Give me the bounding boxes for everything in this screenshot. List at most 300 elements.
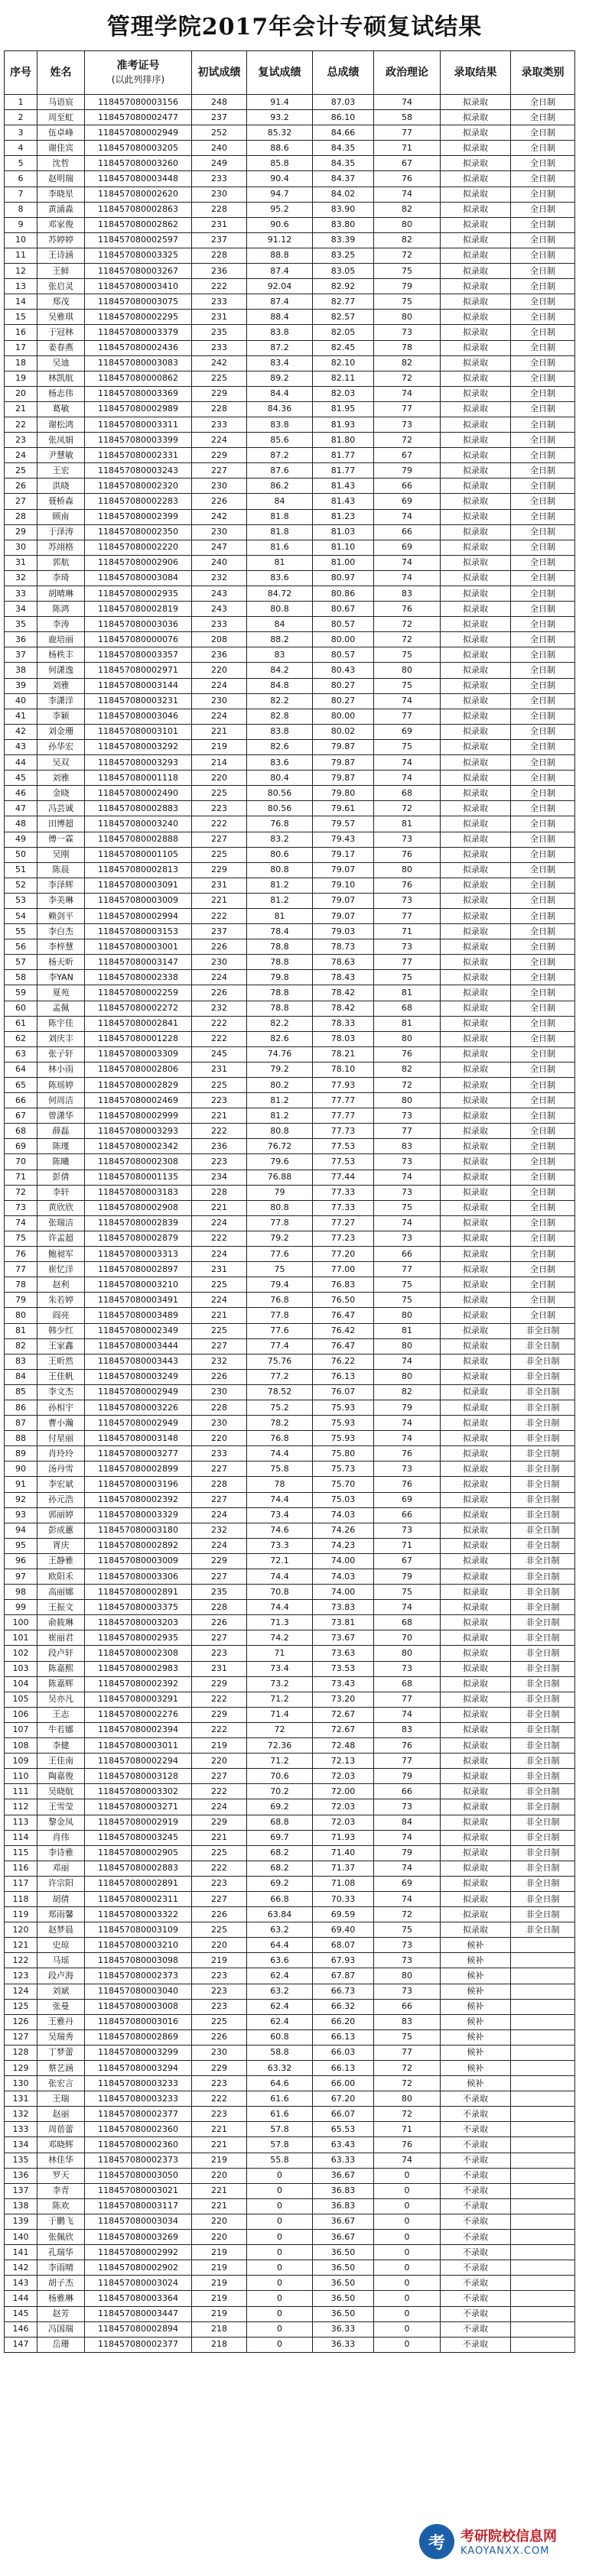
cell-admission-type <box>511 2045 575 2060</box>
cell-exam-id: 118457080003009 <box>85 893 192 908</box>
cell-admission-type: 全日制 <box>511 217 575 232</box>
cell-total-score: 66.13 <box>313 2029 374 2045</box>
cell-politics-score: 74 <box>374 1891 441 1906</box>
cell-no: 14 <box>5 294 37 310</box>
cell-name: 周蓓蕾 <box>37 2122 85 2137</box>
table-row <box>5 386 575 401</box>
cell-politics-score: 74 <box>374 1416 441 1431</box>
cell-admission-result: 拟录取 <box>441 1262 511 1277</box>
cell-retest-score: 84.2 <box>247 663 313 678</box>
cell-initial-score: 237 <box>192 110 247 125</box>
cell-admission-result: 拟录取 <box>441 693 511 709</box>
cell-retest-score: 70.2 <box>247 1784 313 1799</box>
cell-exam-id: 118457080002949 <box>85 125 192 141</box>
cell-name: 李诗雅 <box>37 1845 85 1861</box>
cell-initial-score: 228 <box>192 1185 247 1200</box>
cell-total-score: 69.40 <box>313 1922 374 1938</box>
cell-admission-type: 全日制 <box>511 878 575 893</box>
cell-retest-score: 81 <box>247 555 313 570</box>
cell-total-score: 78.63 <box>313 955 374 970</box>
cell-total-score: 78.33 <box>313 1016 374 1031</box>
cell-no: 123 <box>5 1968 37 1984</box>
table-row <box>5 586 575 602</box>
cell-admission-type: 全日制 <box>511 310 575 325</box>
cell-retest-score: 73.2 <box>247 1676 313 1692</box>
cell-politics-score: 79 <box>374 1845 441 1861</box>
table-row <box>5 156 575 171</box>
cell-politics-score: 67 <box>374 156 441 171</box>
cell-retest-score: 57.8 <box>247 2137 313 2153</box>
cell-initial-score: 223 <box>192 1154 247 1170</box>
cell-admission-result: 拟录取 <box>441 832 511 847</box>
cell-exam-id: 118457080003267 <box>85 264 192 279</box>
cell-retest-score: 63.6 <box>247 1953 313 1968</box>
cell-total-score: 81.77 <box>313 448 374 463</box>
cell-admission-result: 拟录取 <box>441 1661 511 1676</box>
cell-admission-type: 全日制 <box>511 433 575 448</box>
cell-admission-result: 拟录取 <box>441 862 511 878</box>
cell-admission-type: 非全日制 <box>511 1891 575 1906</box>
cell-initial-score: 225 <box>192 1078 247 1093</box>
cell-total-score: 77.93 <box>313 1078 374 1093</box>
cell-admission-type: 非全日制 <box>511 1431 575 1446</box>
cell-no: 47 <box>5 801 37 816</box>
cell-admission-type: 全日制 <box>511 832 575 847</box>
cell-initial-score: 228 <box>192 202 247 217</box>
cell-admission-result: 拟录取 <box>441 125 511 141</box>
table-row <box>5 862 575 878</box>
cell-politics-score: 74 <box>374 509 441 524</box>
cell-retest-score: 64.6 <box>247 2076 313 2091</box>
cell-name: 谢松鸿 <box>37 417 85 432</box>
cell-admission-type: 全日制 <box>511 479 575 494</box>
cell-retest-score: 62.4 <box>247 1968 313 1984</box>
cell-admission-result: 拟录取 <box>441 1046 511 1062</box>
cell-admission-result: 拟录取 <box>441 1676 511 1692</box>
cell-no: 53 <box>5 893 37 908</box>
cell-admission-result: 不录取 <box>441 2107 511 2122</box>
cell-no: 147 <box>5 2337 37 2352</box>
cell-name: 陈晨 <box>37 862 85 878</box>
cell-politics-score: 74 <box>374 1707 441 1722</box>
cell-admission-type <box>511 2230 575 2245</box>
cell-no: 74 <box>5 1215 37 1231</box>
cell-initial-score: 229 <box>192 1553 247 1569</box>
cell-no: 124 <box>5 1984 37 1999</box>
cell-total-score: 81.80 <box>313 433 374 448</box>
cell-no: 39 <box>5 678 37 693</box>
cell-admission-result: 拟录取 <box>441 570 511 586</box>
cell-no: 16 <box>5 325 37 340</box>
cell-politics-score: 0 <box>374 2245 441 2260</box>
cell-exam-id: 118457080002308 <box>85 1154 192 1170</box>
cell-exam-id: 118457080002813 <box>85 862 192 878</box>
cell-exam-id: 118457080003293 <box>85 755 192 771</box>
cell-no: 3 <box>5 125 37 141</box>
cell-politics-score: 81 <box>374 1016 441 1031</box>
cell-admission-type: 非全日制 <box>511 1754 575 1769</box>
cell-retest-score: 95.2 <box>247 202 313 217</box>
cell-name: 吴刚 <box>37 847 85 862</box>
cell-retest-score: 71 <box>247 1646 313 1661</box>
cell-exam-id: 118457080003009 <box>85 1553 192 1569</box>
cell-retest-score: 80.56 <box>247 786 313 801</box>
cell-exam-id: 118457080002879 <box>85 1231 192 1246</box>
cell-retest-score: 74.4 <box>247 1492 313 1507</box>
cell-initial-score: 232 <box>192 1354 247 1369</box>
cell-admission-result: 拟录取 <box>441 202 511 217</box>
cell-admission-type: 全日制 <box>511 1031 575 1046</box>
cell-initial-score: 235 <box>192 1585 247 1600</box>
cell-total-score: 80.97 <box>313 570 374 586</box>
cell-retest-score: 75 <box>247 1262 313 1277</box>
table-row <box>5 1830 575 1845</box>
cell-no: 80 <box>5 1308 37 1323</box>
cell-admission-result: 拟录取 <box>441 709 511 724</box>
cell-politics-score: 73 <box>374 832 441 847</box>
cell-total-score: 36.33 <box>313 2337 374 2352</box>
table-row <box>5 755 575 771</box>
cell-no: 26 <box>5 479 37 494</box>
table-row <box>5 1323 575 1338</box>
cell-name: 李美琳 <box>37 893 85 908</box>
table-row <box>5 1815 575 1830</box>
cell-name: 俞筱琳 <box>37 1615 85 1630</box>
cell-retest-score: 77.6 <box>247 1323 313 1338</box>
cell-politics-score: 76 <box>374 1446 441 1462</box>
cell-name: 欧阳禾 <box>37 1569 85 1585</box>
header-retest: 复试成绩 <box>247 51 313 95</box>
table-row <box>5 1538 575 1553</box>
cell-admission-type: 非全日制 <box>511 1462 575 1477</box>
cell-initial-score: 223 <box>192 1968 247 1984</box>
cell-name: 杨雅琳 <box>37 2291 85 2306</box>
table-row <box>5 1062 575 1077</box>
cell-admission-result: 不录取 <box>441 2153 511 2168</box>
cell-admission-result: 拟录取 <box>441 494 511 509</box>
cell-politics-score: 73 <box>374 1523 441 1538</box>
table-row <box>5 494 575 509</box>
cell-admission-result: 不录取 <box>441 2276 511 2291</box>
cell-no: 95 <box>5 1538 37 1553</box>
cell-no: 94 <box>5 1523 37 1538</box>
cell-retest-score: 80.8 <box>247 602 313 617</box>
cell-no: 102 <box>5 1646 37 1661</box>
cell-exam-id: 118457080003271 <box>85 1799 192 1815</box>
cell-exam-id: 118457080003329 <box>85 1507 192 1523</box>
table-row <box>5 632 575 647</box>
cell-admission-result: 拟录取 <box>441 417 511 432</box>
cell-admission-result: 拟录取 <box>441 279 511 294</box>
table-row <box>5 663 575 678</box>
cell-admission-result: 拟录取 <box>441 970 511 985</box>
cell-no: 100 <box>5 1615 37 1630</box>
cell-retest-score: 81.8 <box>247 524 313 540</box>
cell-total-score: 84.66 <box>313 125 374 141</box>
table-row <box>5 1338 575 1354</box>
cell-exam-id: 118457080002899 <box>85 1462 192 1477</box>
cell-admission-result: 候补 <box>441 2061 511 2076</box>
cell-initial-score: 219 <box>192 2276 247 2291</box>
cell-politics-score: 72 <box>374 371 441 386</box>
cell-admission-type: 全日制 <box>511 985 575 1001</box>
cell-admission-type <box>511 1953 575 1968</box>
cell-exam-id: 118457080002883 <box>85 801 192 816</box>
cell-initial-score: 248 <box>192 95 247 110</box>
cell-admission-result: 拟录取 <box>441 1170 511 1185</box>
cell-initial-score: 222 <box>192 1016 247 1031</box>
cell-no: 43 <box>5 739 37 754</box>
cell-politics-score: 82 <box>374 1384 441 1400</box>
table-row <box>5 847 575 862</box>
cell-total-score: 72.67 <box>313 1722 374 1737</box>
cell-admission-type: 非全日制 <box>511 1815 575 1830</box>
cell-no: 42 <box>5 724 37 739</box>
cell-total-score: 81.95 <box>313 401 374 417</box>
cell-admission-result: 拟录取 <box>441 1630 511 1646</box>
cell-politics-score: 77 <box>374 1262 441 1277</box>
cell-no: 4 <box>5 141 37 156</box>
cell-initial-score: 221 <box>192 2137 247 2153</box>
cell-total-score: 82.92 <box>313 279 374 294</box>
cell-retest-score: 73.4 <box>247 1507 313 1523</box>
cell-admission-type: 全日制 <box>511 1154 575 1170</box>
cell-admission-result: 拟录取 <box>441 1001 511 1016</box>
cell-no: 87 <box>5 1416 37 1431</box>
cell-total-score: 80.86 <box>313 586 374 602</box>
cell-total-score: 81.93 <box>313 417 374 432</box>
cell-exam-id: 118457080002829 <box>85 1078 192 1093</box>
cell-admission-result: 不录取 <box>441 2306 511 2321</box>
cell-no: 83 <box>5 1354 37 1369</box>
table-row <box>5 878 575 893</box>
cell-total-score: 80.43 <box>313 663 374 678</box>
cell-retest-score: 85.6 <box>247 433 313 448</box>
cell-name: 王瑞 <box>37 2091 85 2107</box>
cell-admission-result: 拟录取 <box>441 1507 511 1523</box>
cell-name: 张佩欣 <box>37 2230 85 2245</box>
cell-retest-score: 83 <box>247 647 313 663</box>
cell-retest-score: 87.6 <box>247 463 313 479</box>
cell-admission-type: 全日制 <box>511 555 575 570</box>
cell-initial-score: 222 <box>192 1692 247 1707</box>
cell-retest-score: 91.4 <box>247 95 313 110</box>
cell-no: 2 <box>5 110 37 125</box>
cell-total-score: 79.17 <box>313 847 374 862</box>
cell-no: 140 <box>5 2230 37 2245</box>
cell-admission-result: 拟录取 <box>441 1016 511 1031</box>
cell-admission-result: 候补 <box>441 1968 511 1984</box>
cell-politics-score: 0 <box>374 2183 441 2198</box>
cell-politics-score: 74 <box>374 693 441 709</box>
cell-admission-result: 拟录取 <box>441 1154 511 1170</box>
cell-name: 邓丽 <box>37 1861 85 1876</box>
table-row <box>5 2153 575 2168</box>
cell-no: 104 <box>5 1676 37 1692</box>
table-row <box>5 125 575 141</box>
cell-retest-score: 58.8 <box>247 2045 313 2060</box>
cell-admission-result: 不录取 <box>441 2214 511 2229</box>
cell-total-score: 66.03 <box>313 2045 374 2060</box>
cell-name: 杨秩丰 <box>37 647 85 663</box>
cell-name: 林小雨 <box>37 1062 85 1077</box>
cell-exam-id: 118457080002894 <box>85 2321 192 2337</box>
cell-name: 张瑞洁 <box>37 1215 85 1231</box>
table-row <box>5 1754 575 1769</box>
cell-initial-score: 228 <box>192 248 247 263</box>
cell-admission-result: 拟录取 <box>441 771 511 786</box>
cell-total-score: 81.43 <box>313 479 374 494</box>
results-table <box>4 50 575 2353</box>
cell-politics-score: 66 <box>374 524 441 540</box>
cell-retest-score: 72.36 <box>247 1738 313 1754</box>
cell-name: 付星丽 <box>37 1431 85 1446</box>
table-row <box>5 570 575 586</box>
cell-politics-score: 77 <box>374 709 441 724</box>
cell-admission-result: 拟录取 <box>441 602 511 617</box>
table-row <box>5 1384 575 1400</box>
cell-no: 81 <box>5 1323 37 1338</box>
cell-initial-score: 249 <box>192 156 247 171</box>
cell-retest-score: 82.6 <box>247 1031 313 1046</box>
cell-total-score: 80.00 <box>313 632 374 647</box>
cell-admission-type: 全日制 <box>511 463 575 479</box>
cell-retest-score: 78.8 <box>247 1001 313 1016</box>
cell-exam-id: 118457080002360 <box>85 2122 192 2137</box>
cell-admission-result: 不录取 <box>441 2230 511 2245</box>
cell-exam-id: 118457080003294 <box>85 2061 192 2076</box>
cell-total-score: 77.33 <box>313 1185 374 1200</box>
cell-retest-score: 84.4 <box>247 386 313 401</box>
cell-exam-id: 118457080003277 <box>85 1446 192 1462</box>
cell-no: 30 <box>5 540 37 555</box>
cell-retest-score: 90.4 <box>247 171 313 187</box>
cell-retest-score: 80.8 <box>247 862 313 878</box>
cell-retest-score: 80.2 <box>247 1078 313 1093</box>
table-row <box>5 340 575 355</box>
header-id-sub: (以此列排序) <box>111 74 165 85</box>
cell-politics-score: 76 <box>374 2137 441 2153</box>
cell-retest-score: 71.3 <box>247 1615 313 1630</box>
cell-exam-id: 118457080002259 <box>85 985 192 1001</box>
cell-name: 吴雅琪 <box>37 310 85 325</box>
cell-no: 59 <box>5 985 37 1001</box>
cell-exam-id: 118457080002862 <box>85 217 192 232</box>
cell-total-score: 83.25 <box>313 248 374 263</box>
cell-initial-score: 240 <box>192 555 247 570</box>
cell-politics-score: 75 <box>374 739 441 754</box>
cell-total-score: 77.44 <box>313 1170 374 1185</box>
cell-retest-score: 84.36 <box>247 401 313 417</box>
cell-admission-result: 候补 <box>441 2045 511 2060</box>
cell-total-score: 73.63 <box>313 1646 374 1661</box>
table-row <box>5 1738 575 1754</box>
cell-initial-score: 236 <box>192 647 247 663</box>
cell-retest-score: 72.1 <box>247 1553 313 1569</box>
cell-retest-score: 74.4 <box>247 1569 313 1585</box>
cell-admission-type: 非全日制 <box>511 1722 575 1737</box>
cell-no: 66 <box>5 1093 37 1108</box>
cell-exam-id: 118457080003196 <box>85 1477 192 1492</box>
cell-admission-type: 非全日制 <box>511 1354 575 1369</box>
cell-admission-result: 拟录取 <box>441 893 511 908</box>
cell-total-score: 73.43 <box>313 1676 374 1692</box>
cell-exam-id: 118457080003249 <box>85 1369 192 1384</box>
cell-total-score: 72.03 <box>313 1799 374 1815</box>
cell-exam-id: 118457080002294 <box>85 1754 192 1769</box>
cell-retest-score: 82.6 <box>247 739 313 754</box>
cell-name: 苏婷婷 <box>37 232 85 248</box>
cell-initial-score: 237 <box>192 232 247 248</box>
cell-name: 何周洁 <box>37 1093 85 1108</box>
cell-total-score: 79.80 <box>313 786 374 801</box>
cell-name: 刘斌 <box>37 1984 85 1999</box>
cell-name: 彭倩 <box>37 1170 85 1185</box>
cell-name: 洪晓 <box>37 479 85 494</box>
cell-admission-type: 非全日制 <box>511 1907 575 1922</box>
cell-name: 张子轩 <box>37 1046 85 1062</box>
cell-admission-type: 全日制 <box>511 617 575 632</box>
cell-retest-score: 73.4 <box>247 1661 313 1676</box>
cell-admission-result: 拟录取 <box>441 924 511 939</box>
cell-politics-score: 75 <box>374 1922 441 1938</box>
cell-total-score: 77.33 <box>313 1200 374 1215</box>
cell-no: 46 <box>5 786 37 801</box>
cell-total-score: 86.10 <box>313 110 374 125</box>
cell-no: 117 <box>5 1876 37 1891</box>
cell-retest-score: 83.8 <box>247 724 313 739</box>
cell-politics-score: 75 <box>374 294 441 310</box>
cell-retest-score: 83.8 <box>247 325 313 340</box>
cell-retest-score: 69.7 <box>247 1830 313 1845</box>
cell-admission-type: 全日制 <box>511 970 575 985</box>
cell-initial-score: 224 <box>192 1507 247 1523</box>
cell-retest-score: 77.6 <box>247 1247 313 1262</box>
cell-politics-score: 0 <box>374 2214 441 2229</box>
cell-admission-result: 拟录取 <box>441 141 511 156</box>
table-row <box>5 401 575 417</box>
cell-politics-score: 72 <box>374 433 441 448</box>
cell-name: 聂桥森 <box>37 494 85 509</box>
cell-admission-type: 全日制 <box>511 955 575 970</box>
cell-exam-id: 118457080002935 <box>85 586 192 602</box>
cell-no: 84 <box>5 1369 37 1384</box>
cell-exam-id: 118457080003001 <box>85 939 192 955</box>
cell-total-score: 82.11 <box>313 371 374 386</box>
table-row <box>5 1431 575 1446</box>
cell-politics-score: 72 <box>374 632 441 647</box>
cell-politics-score: 75 <box>374 970 441 985</box>
cell-admission-type: 非全日制 <box>511 1569 575 1585</box>
cell-politics-score: 80 <box>374 2091 441 2107</box>
cell-no: 41 <box>5 709 37 724</box>
cell-admission-type: 非全日制 <box>511 1707 575 1722</box>
cell-admission-result: 拟录取 <box>441 1277 511 1293</box>
cell-exam-id: 118457080002469 <box>85 1093 192 1108</box>
cell-admission-type: 非全日制 <box>511 1416 575 1431</box>
cell-admission-type <box>511 2137 575 2153</box>
cell-total-score: 79.03 <box>313 924 374 939</box>
cell-retest-score: 0 <box>247 2198 313 2214</box>
cell-total-score: 76.42 <box>313 1323 374 1338</box>
cell-admission-result: 拟录取 <box>441 1369 511 1384</box>
cell-initial-score: 227 <box>192 1569 247 1585</box>
cell-total-score: 79.07 <box>313 893 374 908</box>
cell-politics-score: 76 <box>374 847 441 862</box>
cell-exam-id: 118457080003325 <box>85 248 192 263</box>
table-row <box>5 371 575 386</box>
cell-initial-score: 223 <box>192 1646 247 1661</box>
